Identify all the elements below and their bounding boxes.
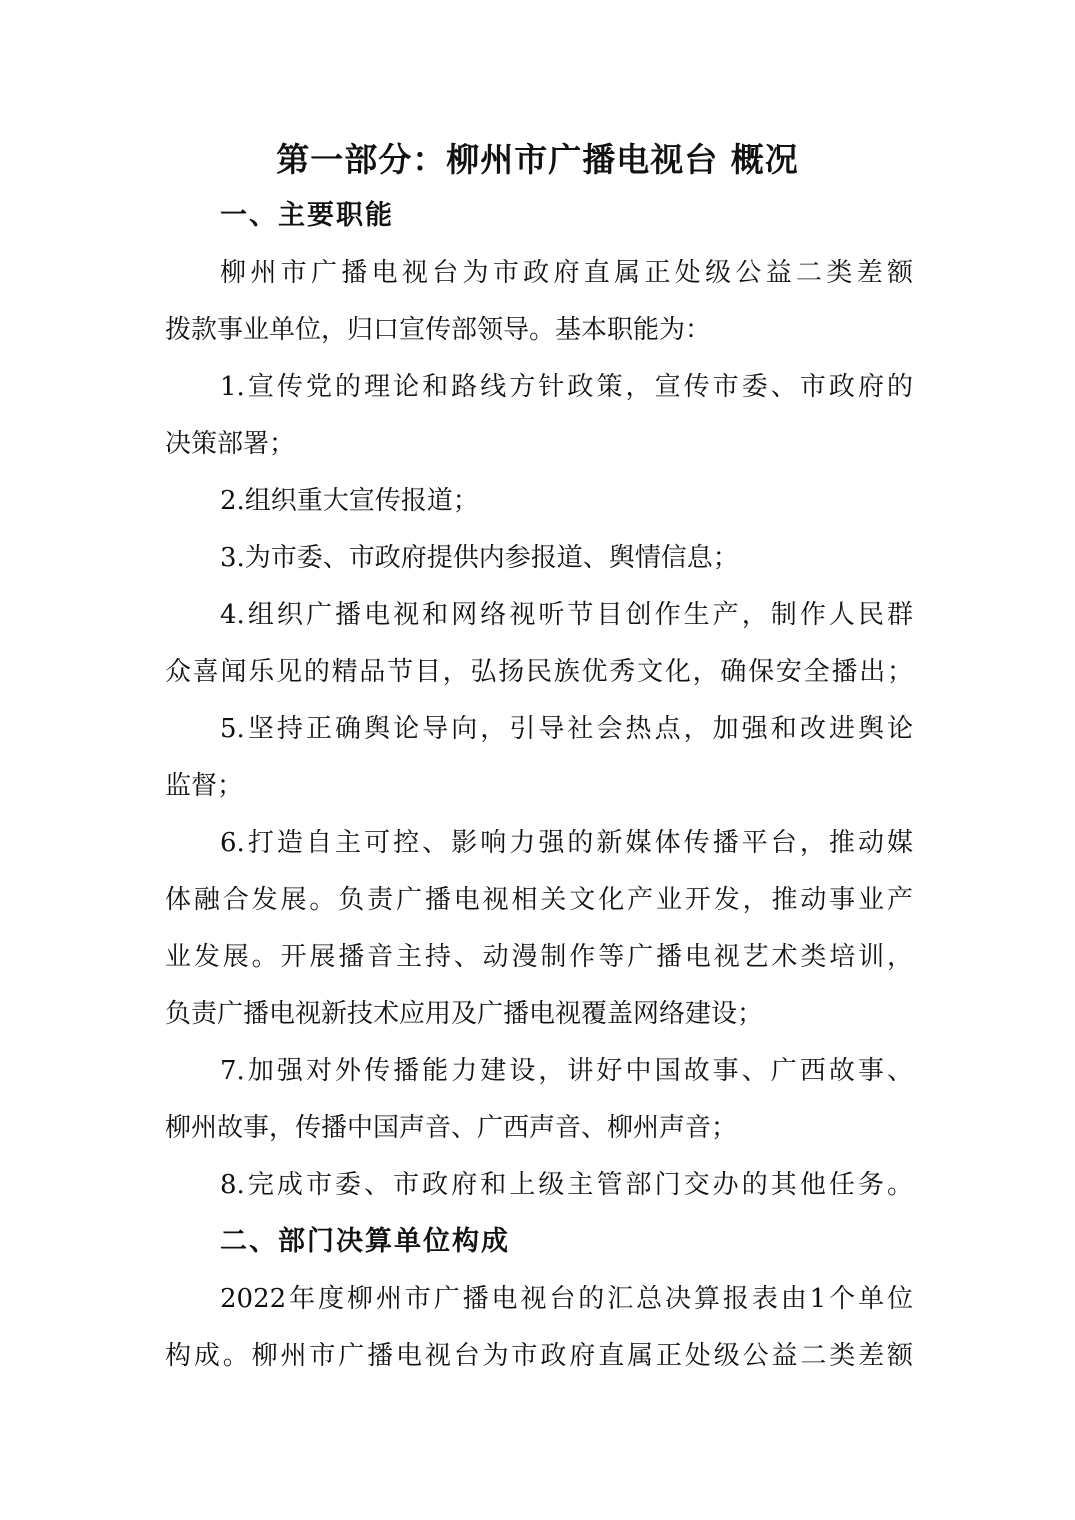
paragraph-line: 决策部署；	[165, 429, 296, 459]
page-title: 第一部分：柳州市广播电视台 概况	[276, 140, 799, 179]
paragraph-line: 8.完成市委、市政府和上级主管部门交办的其他任务。	[220, 1170, 913, 1200]
paragraph-line: 1.宣传党的理论和路线方针政策，宣传市委、市政府的	[220, 372, 913, 402]
paragraph-line: 体融合发展。负责广播电视相关文化产业开发，推动事业产	[165, 885, 913, 915]
paragraph-line: 业发展。开展播音主持、动漫制作等广播电视艺术类培训，	[165, 942, 913, 972]
paragraph-line: 柳州市广播电视台为市政府直属正处级公益二类差额	[220, 258, 913, 288]
paragraph-line: 7.加强对外传播能力建设，讲好中国故事、广西故事、	[220, 1056, 913, 1086]
paragraph-line: 5.坚持正确舆论导向，引导社会热点，加强和改进舆论	[220, 714, 913, 744]
section-heading-unit-composition: 二、部门决算单位构成	[220, 1226, 510, 1257]
paragraph-line: 众喜闻乐见的精品节目，弘扬民族优秀文化，确保安全播出；	[165, 657, 913, 687]
paragraph-line: 负责广播电视新技术应用及广播电视覆盖网络建设；	[165, 999, 764, 1029]
paragraph-line: 6.打造自主可控、影响力强的新媒体传播平台，推动媒	[220, 828, 913, 858]
paragraph-line: 柳州故事，传播中国声音、广西声音、柳州声音；	[165, 1113, 738, 1143]
section-heading-main-functions: 一、主要职能	[220, 200, 394, 231]
paragraph-line: 构成。柳州市广播电视台为市政府直属正处级公益二类差额	[165, 1341, 913, 1371]
paragraph-line: 拨款事业单位，归口宣传部领导。基本职能为：	[165, 315, 712, 345]
paragraph-line: 2.组织重大宣传报道；	[220, 486, 479, 516]
paragraph-line: 2022年度柳州市广播电视台的汇总决算报表由1个单位	[220, 1284, 913, 1314]
paragraph-line: 3.为市委、市政府提供内参报道、舆情信息；	[220, 543, 739, 573]
paragraph-line: 监督；	[165, 771, 244, 801]
paragraph-line: 4.组织广播电视和网络视听节目创作生产，制作人民群	[220, 600, 913, 630]
